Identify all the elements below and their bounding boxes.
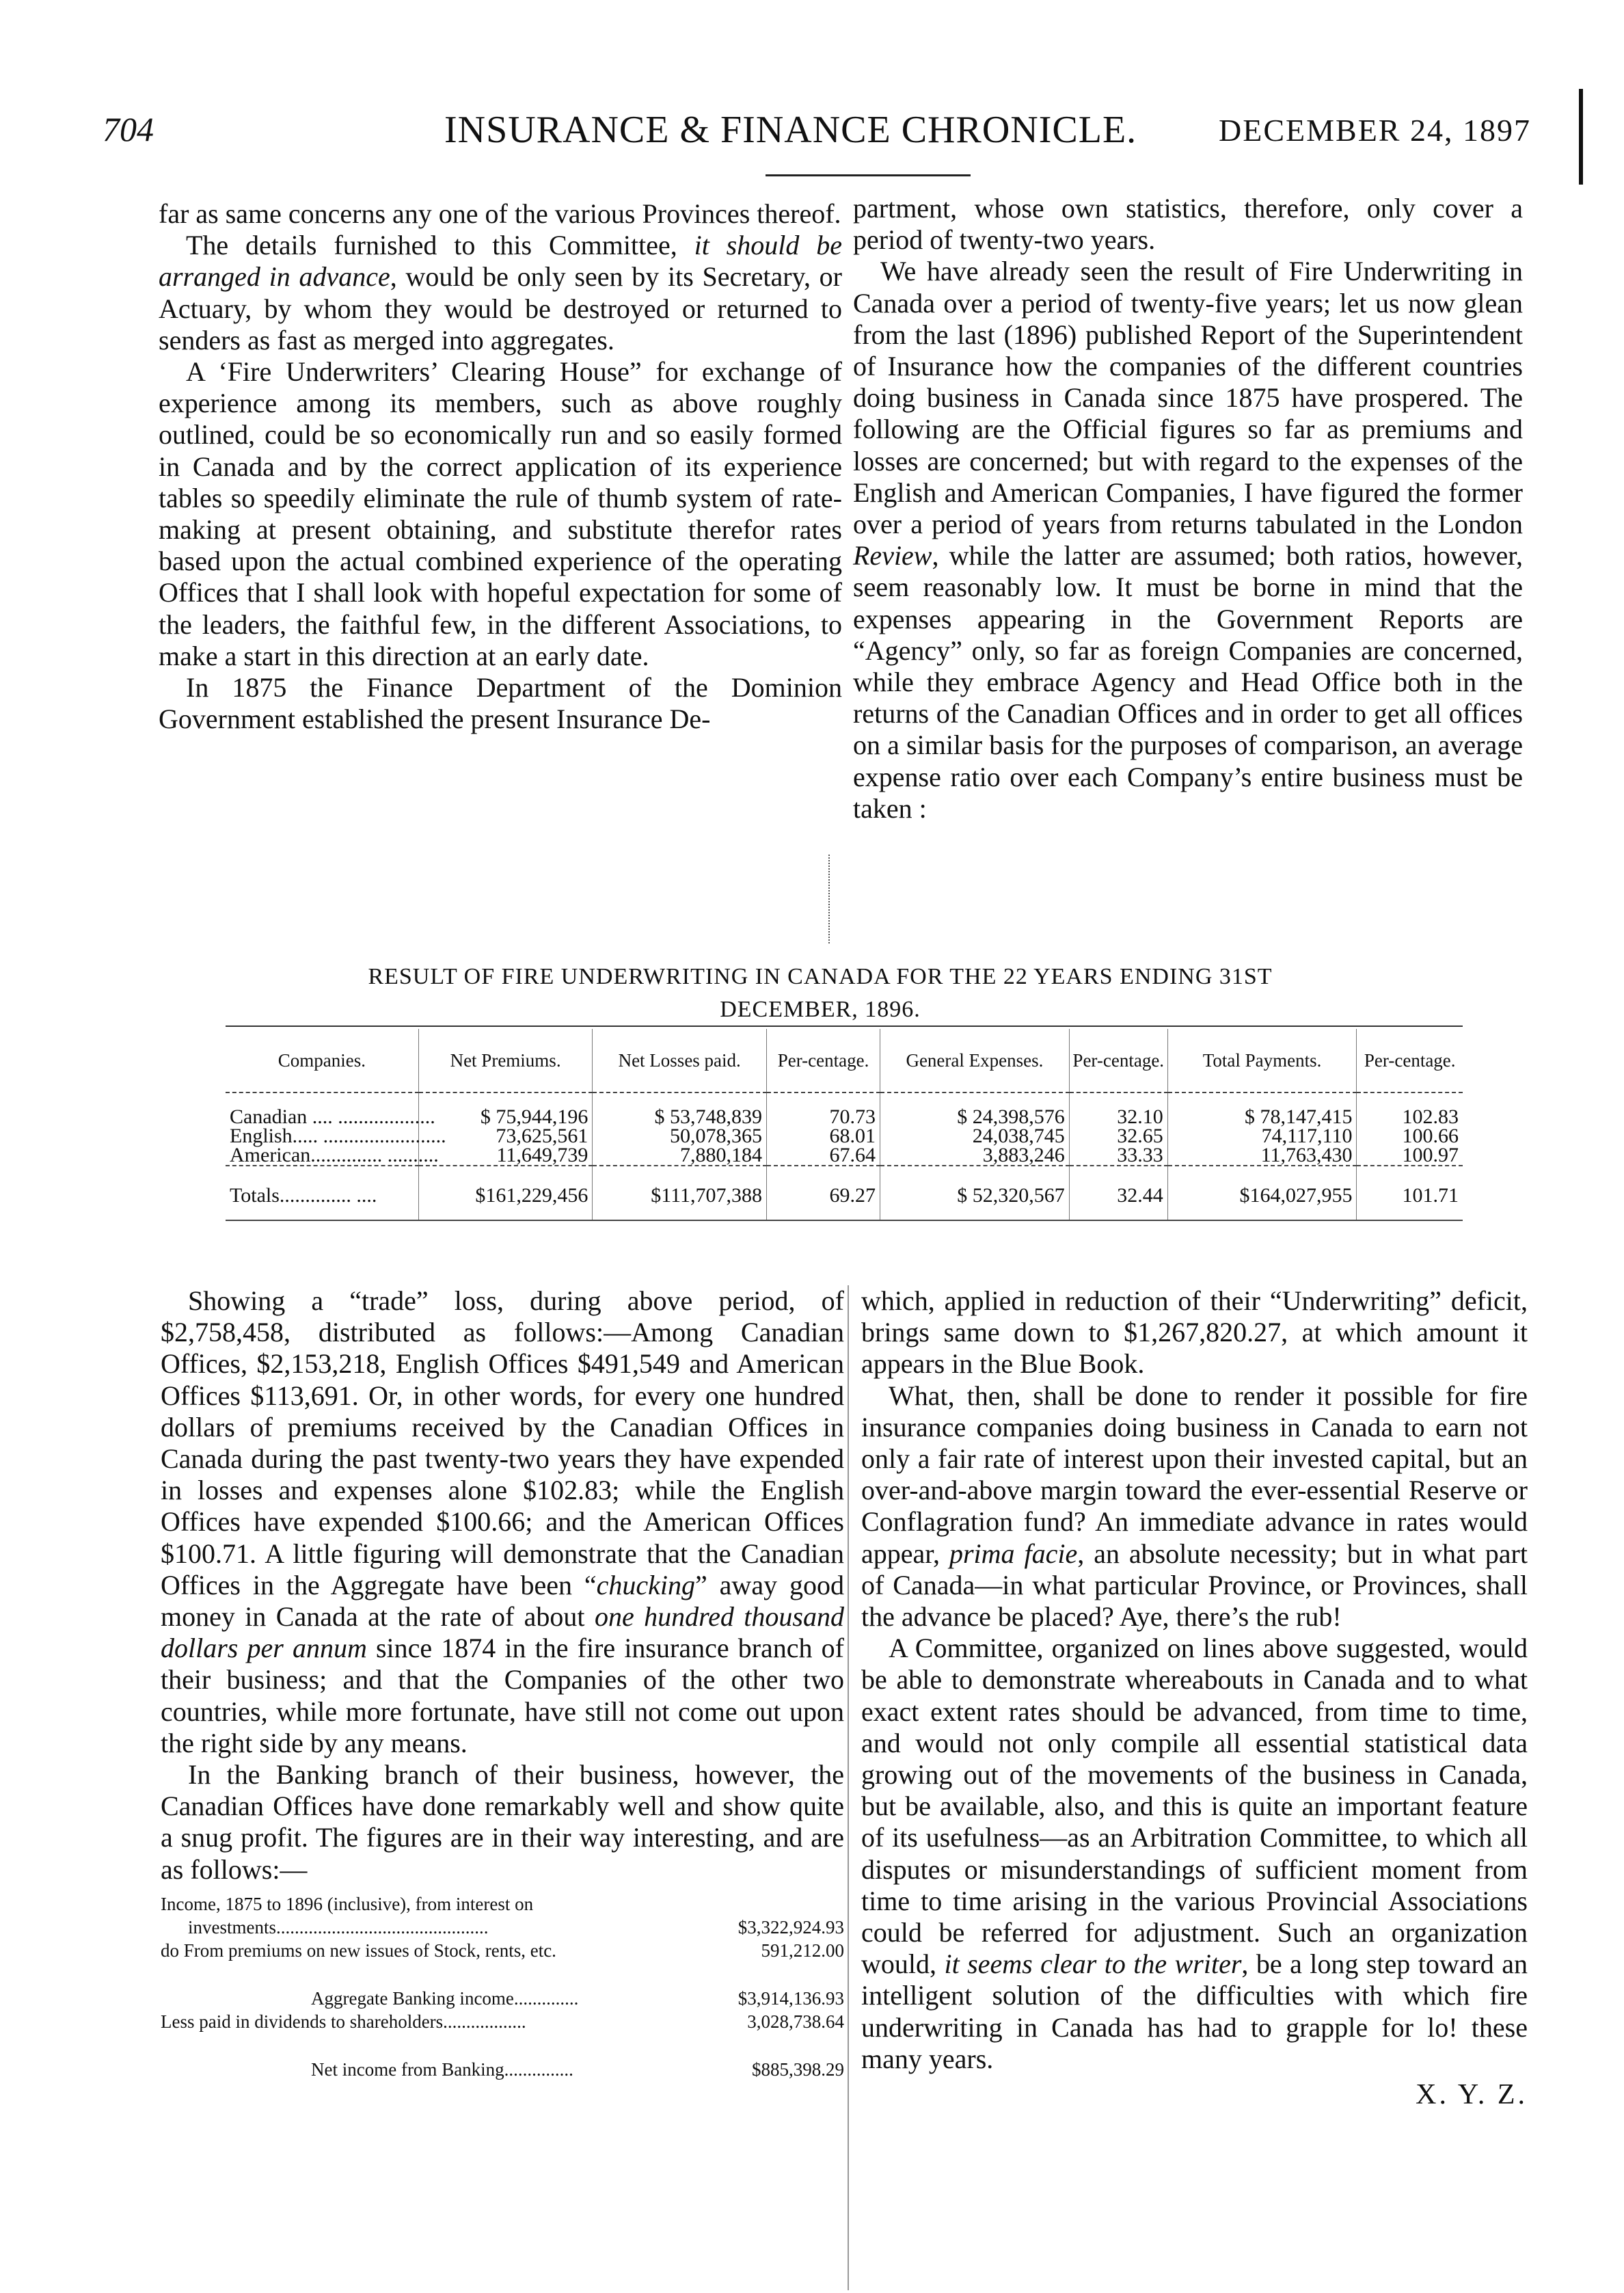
banking-label: investments..............................................	[188, 1916, 489, 1937]
results-table	[226, 1029, 1463, 1221]
banking-amount: 3,028,738.64	[747, 2011, 844, 2032]
table-cell: 33.33	[1069, 1146, 1167, 1166]
banking-label: Net income from Banking...............	[311, 2059, 573, 2080]
table-cell: $ 75,944,196	[418, 1092, 593, 1127]
column-header: Total Payments.	[1167, 1029, 1357, 1092]
table-cell: 67.64	[767, 1146, 880, 1166]
table-row	[226, 1092, 1463, 1127]
table-cell: 101.71	[1357, 1166, 1463, 1220]
text-run: We have already seen the result of Fire Underwriting in Canada over a period of twenty-five years; let us now glean from the last (1896) published Report of the Superintendent of Insurance how the companies of the different countries doing business in Canada since 1875 have prospered. The following are the Official figures so far as premiums and losses are concerned; but with regard to the expenses of the English and American Companies, I have figured the former over a period of years from returns tabulated in the London	[853, 256, 1523, 540]
emphasis: it seems clear to the writer	[944, 1948, 1242, 1980]
signature: X. Y. Z.	[1416, 2079, 1528, 2111]
paragraph	[159, 230, 842, 356]
table-cell: 102.83	[1402, 1105, 1459, 1128]
banking-row	[161, 1939, 844, 1962]
margin-rule	[1579, 89, 1583, 185]
paragraph: far as same concerns any one of the various Provinces thereof.	[159, 198, 841, 229]
table-cell: 11,763,430	[1167, 1146, 1357, 1166]
column-divider	[828, 855, 830, 943]
text-run: The details furnished to this Committee,	[186, 230, 694, 261]
table-cell: 50,078,365	[593, 1127, 767, 1146]
table-cell: 68.01	[767, 1127, 880, 1146]
emphasis: prima facie	[949, 1538, 1078, 1569]
banking-row	[161, 1916, 844, 1939]
paragraph	[161, 1285, 844, 1759]
banking-amount: $885,398.29	[752, 2059, 844, 2080]
column-header: General Expenses.	[880, 1029, 1070, 1092]
table-cell: Totals.............. ....	[226, 1166, 418, 1220]
table-totals-row	[226, 1166, 1463, 1220]
table-cell: English..... ........................	[226, 1127, 418, 1146]
issue-date: DECEMBER 24, 1897	[1219, 113, 1531, 148]
table-cell: 11,649,739	[418, 1146, 593, 1166]
banking-amount: 591,212.00	[761, 1940, 844, 1961]
column-header: Net Premiums.	[418, 1029, 593, 1092]
text-run: Showing a “trade” loss, during above period, of $2,758,458, distributed as follows:—Among Canadian Offices, $2,153,218, English Offices $491,549 and American Offices $113,691. Or, in other words, for every one hundred dollars of premiums received by the Canadian Offices in Canada during the past twenty-two years they have expended in losses and expenses alone $102.83; while the English Offices have expended $100.66; and the American Offices $100.71. A little figuring will demonstrate that the Canadian Offices in the Aggregate have been “	[161, 1285, 844, 1600]
table-title-line: RESULT OF FIRE UNDERWRITING IN CANADA FOR THE 22 YEARS ENDING 31ST	[368, 964, 1273, 989]
table-cell: 70.73	[767, 1092, 880, 1127]
column-header: Net Losses paid.	[593, 1029, 767, 1092]
table-cell: Canadian .... ...................	[226, 1092, 418, 1127]
table-cell: 100.97	[1402, 1144, 1459, 1166]
table-cell: 3,883,246	[880, 1146, 1070, 1166]
table-row	[226, 1146, 1463, 1166]
page-number: 704	[103, 110, 154, 148]
banking-row	[161, 1987, 844, 2010]
table-cell: 74,117,110	[1167, 1127, 1357, 1146]
table-cell: $ 52,320,567	[880, 1166, 1070, 1220]
column-bottom-right	[861, 1285, 1528, 2110]
column-header: Per-centage.	[1069, 1029, 1167, 1092]
page-header	[103, 103, 1531, 164]
table-cell: $161,229,456	[418, 1166, 593, 1220]
table-title	[205, 961, 1435, 1026]
paragraph: which, applied in reduction of their “Underwriting” deficit, brings same down to $1,267,820.27, at which amount it appears in the Blue Book.	[861, 1285, 1528, 1380]
paragraph: A ‘Fire Underwriters’ Clearing House” for exchange of experience among its members, such as above roughly outlined, could be so economically run and so easily formed in Canada and by the correct application of its experience tables so speedily eliminate the rule of thumb system of rate-making at present obtaining, and substitute therefor rates based upon the actual combined experience of the operating Offices that I shall look with hopeful expectation for some of the leaders, the faithful few, in the different Associations, to make a start in this direction at an early date.	[159, 356, 842, 671]
paragraph: partment, whose own statistics, therefore, only cover a period of twenty-two years.	[853, 193, 1523, 256]
column-bottom-left	[161, 1285, 844, 2081]
emphasis: it should be arranged in advance	[159, 230, 842, 293]
table-cell: $111,707,388	[593, 1166, 767, 1220]
text-run: , an absolute necessity; but in what part of Canada—in what particular Province, or Provinces, shall the advance be placed? Aye, there’s the rub!	[861, 1538, 1528, 1633]
column-divider	[848, 1285, 849, 2290]
table-cell: 7,880,184	[593, 1146, 767, 1166]
column-header: Per-centage.	[1357, 1029, 1463, 1092]
table-cell: $164,027,955	[1167, 1166, 1357, 1220]
column-header: Per-centage.	[767, 1029, 880, 1092]
paragraph	[861, 1380, 1528, 1633]
text-run: What, then, shall be done to render it possible for fire insurance companies doing business in Canada to earn not only a fair rate of interest upon their invested capital, but an over-and-above margin toward the ever-essential Reserve or Conflagration fund? An immediate advance in rates would appear,	[861, 1380, 1528, 1569]
banking-label: Aggregate Banking income..............	[311, 1987, 579, 2009]
emphasis: Review	[853, 540, 932, 572]
paragraph: In the Banking branch of their business, however, the Canadian Offices have done remarkably well and show quite a snug profit. The figures are in their way interesting, and are as follows:—	[161, 1759, 844, 1885]
table-header-row	[226, 1029, 1463, 1092]
paragraph: In 1875 the Finance Department of the Dominion Government established the present Insurance De-	[159, 672, 842, 735]
paragraph	[861, 1633, 1528, 2075]
table-cell: American.............. ..........	[226, 1146, 418, 1166]
text-run: , would be only seen by its Secretary, or Actuary, by whom they would be destroyed or returned to senders as fast as merged into aggregates.	[159, 261, 842, 356]
table-title-line: DECEMBER, 1896.	[720, 997, 921, 1022]
table-row	[226, 1127, 1463, 1146]
table-cell: 69.27	[767, 1166, 880, 1220]
table-cell: 32.65	[1069, 1127, 1167, 1146]
table-cell: 100.66	[1402, 1125, 1459, 1147]
table-cell: $ 24,398,576	[880, 1092, 1070, 1127]
table-cell: 73,625,561	[418, 1127, 593, 1146]
journal-title: INSURANCE & FINANCE CHRONICLE.	[444, 109, 1137, 151]
column-top-right	[853, 193, 1523, 824]
banking-label: Less paid in dividends to shareholders..................	[161, 2011, 526, 2032]
banking-amount: $3,322,924.93	[737, 1916, 844, 1937]
table-cell: $ 78,147,415	[1167, 1092, 1357, 1127]
column-top-left	[159, 198, 842, 735]
table-cell: 32.10	[1069, 1092, 1167, 1127]
table-cell: $ 53,748,839	[593, 1092, 767, 1127]
text-run: , be a long step toward an intelligent solution of the difficulties with which fire underwriting in Canada has had to grapple for lo! these many years.	[861, 1948, 1528, 2074]
table-top-rule	[226, 1025, 1463, 1027]
banking-amount: $3,914,136.93	[737, 1987, 844, 2009]
text-run: , while the latter are assumed; both ratios, however, seem reasonably low. It must be borne in mind that the expenses appearing in the Government Reports are “Agency” only, so far as foreign Companies are concerned, while they embrace Agency and Head Office both in the returns of the Canadian Offices and in order to get all offices on a similar basis for the purposes of comparison, an average expense ratio over each Company’s entire business must be taken :	[853, 540, 1523, 824]
text-run: since 1874 in the fire insurance branch of their business; and that the Companies of the other two countries, while more fortunate, have still not come out upon the right side by any means.	[161, 1633, 844, 1758]
paragraph	[853, 256, 1523, 824]
banking-line: Income, 1875 to 1896 (inclusive), from interest on	[161, 1893, 534, 1914]
emphasis: one hundred thousand dollars per annum	[161, 1601, 844, 1664]
banking-statement	[161, 1892, 844, 2081]
header-rule	[766, 174, 971, 176]
text-run: ” away good money in Canada at the rate of about	[161, 1569, 844, 1633]
banking-row	[161, 2010, 844, 2033]
text-run: A Committee, organized on lines above suggested, would be able to demonstrate whereabouts in Canada and to what exact extent rates should be advanced, from time to time, and would not only compile all essential statistical data growing out of the movements of the business in Canada, but be available, also, and this is quite an important feature of its usefulness—as an Arbitration Committee, to which all disputes or misunderstandings of sufficient moment from time to time arising in the various Provincial Associations could be referred for adjustment. Such an organization would,	[861, 1633, 1528, 1980]
table-cell: 32.44	[1069, 1166, 1167, 1220]
table-cell: 24,038,745	[880, 1127, 1070, 1146]
emphasis: chucking	[596, 1569, 695, 1600]
banking-label: do From premiums on new issues of Stock, rents, etc.	[161, 1940, 556, 1961]
banking-row	[161, 2058, 844, 2081]
column-header: Companies.	[226, 1029, 418, 1092]
